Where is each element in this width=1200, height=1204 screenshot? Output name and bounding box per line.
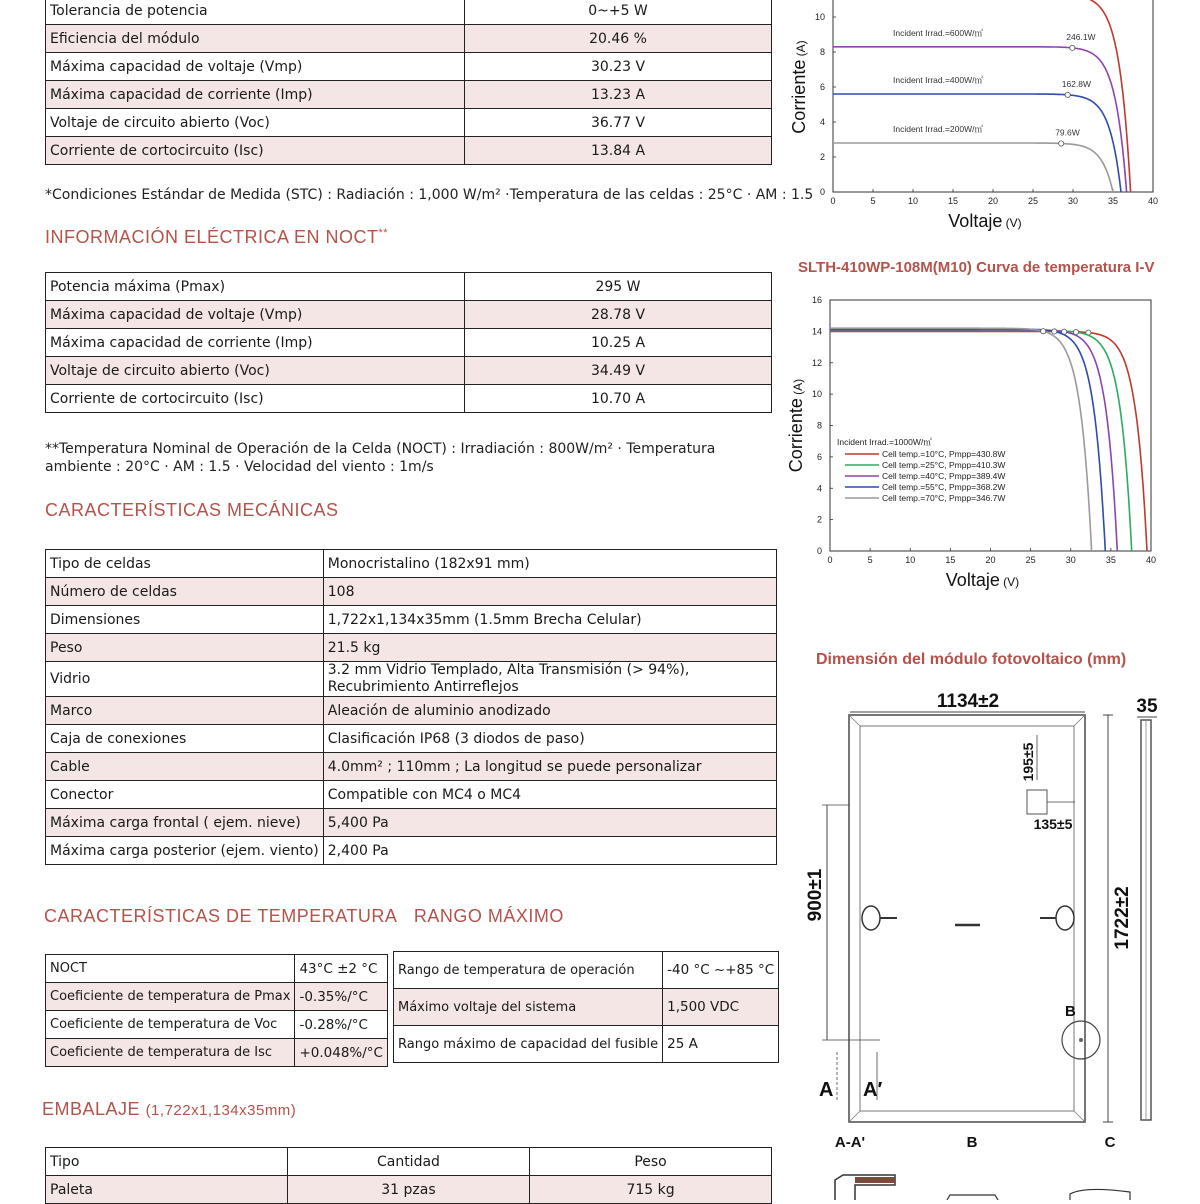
mech-heading: CARACTERÍSTICAS MECÁNICAS — [45, 500, 339, 520]
y-tick-label: 2 — [816, 514, 822, 525]
x-axis-label — [946, 570, 1019, 590]
row-value: -0.35%/°C — [295, 983, 388, 1011]
row-label: Tolerancia de potencia — [46, 0, 465, 25]
row-value: 10.25 A — [465, 329, 772, 357]
table-row — [46, 662, 777, 697]
y-tick-label: 16 — [811, 295, 822, 305]
row-value: 20.46 % — [465, 25, 772, 53]
width-label: 1134±2 — [936, 691, 1000, 712]
row-label: Caja de conexiones — [46, 725, 324, 753]
row-value: 21.5 kg — [323, 634, 776, 662]
height-label: 1722±2 — [1112, 886, 1133, 950]
x-tick-label: 35 — [1105, 555, 1116, 565]
table-cell: Paleta — [46, 1176, 288, 1204]
y-tick-label: 4 — [819, 117, 825, 127]
column-header: Peso — [530, 1148, 772, 1176]
legend-entry: Cell temp.=25°C, Pmpp=410.3W — [882, 460, 1006, 470]
column-header: Tipo — [46, 1148, 288, 1176]
y-axis-label — [786, 379, 806, 472]
y-tick-label: 12 — [811, 357, 822, 368]
mpp-label: 246.1W — [1066, 31, 1096, 42]
depth-label: 35 — [1136, 696, 1158, 717]
row-value: Clasificación IP68 (3 diodos de paso) — [323, 725, 776, 753]
legend-entry: Cell temp.=10°C, Pmpp=430.8W — [882, 449, 1006, 459]
x-tick-label: 25 — [1027, 196, 1039, 206]
row-label: Máximo voltaje del sistema — [394, 989, 663, 1026]
row-label: Rango máximo de capacidad del fusible — [394, 1026, 663, 1063]
series-line-1 — [833, 47, 1127, 192]
y-tick-label: 8 — [819, 47, 825, 57]
row-value: +0.048%/°C — [295, 1039, 388, 1067]
row-label: Coeficiente de temperatura de Isc — [46, 1039, 295, 1067]
row-label: Máxima capacidad de corriente (Imp) — [46, 329, 465, 357]
y-tick-label: 10 — [811, 389, 822, 400]
table-row — [46, 109, 772, 137]
legend-entry: Cell temp.=70°C, Pmpp=346.7W — [882, 493, 1006, 503]
y-tick-label: 2 — [819, 152, 825, 162]
table-row — [46, 273, 772, 301]
mpp-label: 79.6W — [1055, 127, 1080, 138]
row-label: Cable — [46, 753, 324, 781]
row-label: Máxima capacidad de corriente (Imp) — [46, 81, 465, 109]
max-range-table — [393, 951, 779, 1063]
row-value: 3.2 mm Vidrio Templado, Alta Transmisión (> 94%), Recubrimiento Antirreflejos — [323, 662, 776, 697]
y-axis-title: Corriente — [789, 59, 809, 134]
row-label: Número de celdas — [46, 578, 324, 606]
row-value: 13.84 A — [465, 137, 772, 165]
row-label: Corriente de cortocircuito (Isc) — [46, 137, 465, 165]
pack-heading: EMBALAJE (1,722x1,134x35mm) — [42, 1099, 297, 1119]
row-label: Peso — [46, 634, 324, 662]
x-tick-label: 10 — [905, 555, 916, 565]
x-axis-title: Voltaje — [945, 570, 1000, 590]
table-row — [46, 357, 772, 385]
row-value: Compatible con MC4 o MC4 — [323, 781, 776, 809]
x-axis-unit: (V) — [999, 575, 1020, 589]
module-dimension-drawing — [785, 680, 1195, 1200]
table-row — [46, 137, 772, 165]
table-row — [46, 550, 777, 578]
row-value: 295 W — [465, 273, 772, 301]
row-label: Coeficiente de temperatura de Pmax — [46, 983, 295, 1011]
row-value: -40 °C ~+85 °C — [663, 952, 779, 989]
x-tick-label: 30 — [1065, 555, 1076, 565]
section-a2-mark: A′ — [863, 1079, 883, 1101]
row-value: 34.49 V — [465, 357, 772, 385]
dimension-title: Dimensión del módulo fotovoltaico (mm) — [816, 651, 1127, 668]
row-label: Conector — [46, 781, 324, 809]
section-b-detail — [947, 1195, 998, 1200]
table-row — [46, 25, 772, 53]
junction-box — [1027, 790, 1047, 814]
jbox-h-label: 135±5 — [1033, 816, 1073, 832]
noct-table — [45, 272, 772, 413]
temp-coef-table — [45, 954, 388, 1067]
x-tick-label: 15 — [945, 555, 956, 565]
temperature-iv-chart — [785, 285, 1195, 600]
table-row — [46, 606, 777, 634]
row-value: 2,400 Pa — [323, 837, 776, 865]
section-c-detail — [1070, 1189, 1130, 1200]
temp-heading: CARACTERÍSTICAS DE TEMPERATURA RANGO MÁXIMO — [44, 906, 564, 926]
x-tick-label: 25 — [1025, 555, 1036, 565]
x-tick-label: 5 — [867, 555, 873, 565]
table-cell: 715 kg — [530, 1176, 772, 1204]
cable-left-icon — [862, 906, 880, 930]
row-label: Máxima carga frontal ( ejem. nieve) — [46, 809, 324, 837]
x-axis-unit: (V) — [1002, 216, 1022, 230]
jbox-v-label: 195±5 — [1020, 742, 1036, 782]
x-tick-label: 40 — [1145, 555, 1157, 565]
section-b-mark: B — [1065, 1003, 1076, 1020]
row-value: -0.28%/°C — [295, 1011, 388, 1039]
mpp-point — [1052, 329, 1057, 334]
y-tick-label: 6 — [819, 82, 825, 92]
y-tick-label: 14 — [811, 326, 822, 337]
y-axis-unit: (A) — [791, 378, 805, 399]
row-value: 28.78 V — [465, 301, 772, 329]
y-axis-unit: (A) — [794, 40, 808, 60]
x-axis-label — [948, 211, 1021, 231]
x-tick-label: 35 — [1107, 196, 1119, 206]
mpp-point — [1041, 329, 1046, 334]
series-label: Incident Irrad.=600W/㎡ — [893, 27, 984, 38]
row-label: Máxima carga posterior (ejem. viento) — [46, 837, 324, 865]
section-a-mark: A — [819, 1079, 834, 1101]
table-row — [46, 955, 388, 983]
row-label: Marco — [46, 697, 324, 725]
x-tick-label: 0 — [830, 196, 836, 206]
table-row — [46, 781, 777, 809]
series-line-3 — [833, 143, 1113, 192]
row-label: Rango de temperatura de operación — [394, 952, 663, 989]
y-tick-label: 4 — [816, 483, 822, 494]
table-header-row — [46, 1148, 772, 1176]
noct-note: **Temperatura Nominal de Operación de la Celda (NOCT) : Irradiación : 800W/m² · Temperatura ambiente : 20°C · AM : 1.5 · Velocidad del viento : 1m/s — [45, 441, 716, 475]
row-label: Máxima capacidad de voltaje (Vmp) — [46, 301, 465, 329]
cable-right-icon — [1056, 906, 1074, 930]
x-tick-label: 40 — [1147, 196, 1159, 206]
x-axis-title: Voltaje — [948, 211, 1003, 231]
row-label: Voltaje de circuito abierto (Voc) — [46, 109, 465, 137]
row-label: Coeficiente de temperatura de Voc — [46, 1011, 295, 1039]
table-row — [46, 634, 777, 662]
row-label: Eficiencia del módulo — [46, 25, 465, 53]
y-tick-label: 10 — [814, 12, 825, 22]
row-label: Vidrio — [46, 662, 324, 697]
row-value: 0~+5 W — [465, 0, 772, 25]
range-heading: RANGO MÁXIMO — [413, 906, 564, 926]
x-tick-label: 30 — [1067, 196, 1079, 206]
section-aa-label: A-A' — [834, 1134, 866, 1151]
row-label: Dimensiones — [46, 606, 324, 634]
plot-frame — [833, 0, 1153, 192]
irradiance-iv-chart — [785, 0, 1195, 240]
x-tick-label: 15 — [947, 196, 959, 206]
row-label: Tipo de celdas — [46, 550, 324, 578]
stc-table — [45, 0, 772, 165]
x-tick-label: 5 — [870, 196, 876, 206]
table-row — [46, 837, 777, 865]
temp-chart-title: SLTH-410WP-108M(M10) Curva de temperatura I-V — [798, 259, 1155, 276]
table-row — [46, 329, 772, 357]
mount-label: 900±1 — [805, 868, 826, 922]
table-cell: 31 pzas — [287, 1176, 529, 1204]
table-row — [46, 385, 772, 413]
table-row — [46, 1039, 388, 1067]
row-label: NOCT — [46, 955, 295, 983]
mech-table — [45, 549, 777, 865]
table-row — [46, 301, 772, 329]
legend-title: Incident Irrad.=1000W/㎡ — [837, 437, 932, 447]
x-tick-label: 20 — [987, 196, 999, 206]
column-header: Cantidad — [287, 1148, 529, 1176]
y-tick-label: 0 — [816, 546, 822, 556]
row-value: Aleación de aluminio anodizado — [323, 697, 776, 725]
row-value: 108 — [323, 578, 776, 606]
noct-heading: INFORMACIÓN ELÉCTRICA EN NOCT** — [45, 227, 389, 247]
table-row — [46, 697, 777, 725]
table-row — [46, 1011, 388, 1039]
row-value: 36.77 V — [465, 109, 772, 137]
row-value: 10.70 A — [465, 385, 772, 413]
row-label: Corriente de cortocircuito (Isc) — [46, 385, 465, 413]
x-tick-label: 0 — [827, 555, 833, 565]
table-row — [394, 1026, 779, 1063]
row-value: 1,500 VDC — [663, 989, 779, 1026]
row-label: Voltaje de circuito abierto (Voc) — [46, 357, 465, 385]
legend-entry: Cell temp.=40°C, Pmpp=389.4W — [882, 471, 1006, 481]
row-value: 13.23 A — [465, 81, 772, 109]
row-value: 43°C ±2 °C — [295, 955, 388, 983]
section-c-label: C — [1104, 1134, 1116, 1151]
row-label: Potencia máxima (Pmax) — [46, 273, 465, 301]
row-value: 4.0mm² ; 110mm ; La longitud se puede personalizar — [323, 753, 776, 781]
table-row — [46, 81, 772, 109]
y-axis-label — [789, 40, 809, 133]
row-value: 30.23 V — [465, 53, 772, 81]
mpp-point — [1070, 45, 1075, 50]
table-row — [46, 1176, 772, 1204]
y-tick-label: 6 — [816, 451, 822, 462]
table-row — [46, 983, 388, 1011]
section-b-label: B — [966, 1134, 978, 1151]
row-label: Máxima capacidad de voltaje (Vmp) — [46, 53, 465, 81]
y-axis-title: Corriente — [786, 398, 806, 473]
stc-note: *Condiciones Estándar de Medida (STC) : Radiación : 1,000 W/m² ·Temperatura de las celdas : 25°C · AM : 1.5 — [45, 187, 814, 203]
row-value: 1,722x1,134x35mm (1.5mm Brecha Celular) — [323, 606, 776, 634]
y-tick-label: 0 — [819, 187, 825, 197]
table-row — [46, 753, 777, 781]
table-row — [46, 578, 777, 606]
mpp-label: 162.8W — [1061, 78, 1092, 89]
row-value: Monocristalino (182x91 mm) — [323, 550, 776, 578]
table-row — [46, 809, 777, 837]
table-row — [46, 725, 777, 753]
x-tick-label: 20 — [985, 555, 996, 565]
series-label: Incident Irrad.=400W/㎡ — [893, 75, 984, 85]
table-row — [394, 989, 779, 1026]
row-value: 25 A — [663, 1026, 779, 1063]
pack-table — [45, 1147, 772, 1204]
series-label: Incident Irrad.=200W/㎡ — [893, 124, 984, 134]
table-row — [394, 952, 779, 989]
mpp-point — [1059, 141, 1064, 146]
table-row — [46, 0, 772, 25]
y-tick-label: 8 — [816, 420, 822, 431]
row-value: 5,400 Pa — [323, 809, 776, 837]
mpp-point — [1065, 92, 1070, 97]
table-row — [46, 53, 772, 81]
legend-entry: Cell temp.=55°C, Pmpp=368.2W — [882, 482, 1006, 492]
x-tick-label: 10 — [907, 196, 919, 206]
